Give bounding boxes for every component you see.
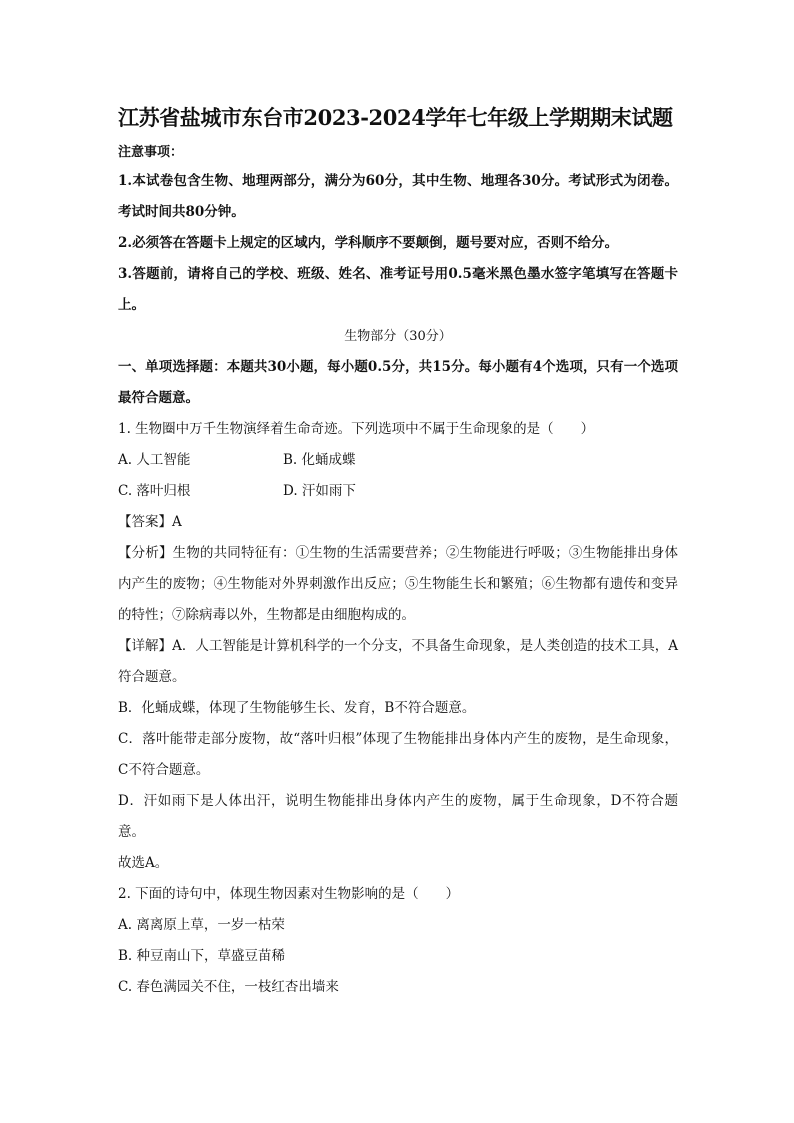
question-1-option-a: A. 人工智能: [118, 452, 191, 468]
question-2-stem: 2. 下面的诗句中，体现生物因素对生物影响的是（ ）: [118, 886, 460, 902]
section-title: 生物部分（30分）: [344, 329, 452, 344]
question-2-option-a: A. 离离原上草，一岁一枯荣: [118, 917, 285, 933]
question-1-option-d: D. 汗如雨下: [283, 483, 356, 499]
notice-item-2: 2.必须答在答题卡上规定的区域内，学科顺序不要颠倒，题号要对应，否则不给分。: [118, 235, 619, 251]
analysis-text: 生物的共同特征有：①生物的生活需要营养；②生物能进行呼吸；③生物能排出身体内产生的废物；④生物能对外界刺激作出反应；⑤生物能生长和繁殖；⑥生物都有遗传和变异的特性；⑦除病毒以外，生物都是由细胞构成的。: [118, 545, 679, 623]
question-1-analysis: [118, 538, 678, 631]
document-body: [118, 103, 678, 1003]
question-1-answer: 【答案】A: [118, 514, 182, 530]
question-1-conclusion: 故选A。: [118, 855, 169, 871]
question-1-options-row-1: [118, 445, 678, 476]
notice-item-3: 3.答题前，请将自己的学校、班级、姓名、准考证号用0.5毫米黑色墨水签字笔填写在答题卡上。: [118, 266, 678, 313]
notice-heading: 注意事项：: [118, 145, 184, 160]
question-1-detail-a: [118, 631, 678, 693]
detail-label: 【详解】: [118, 638, 173, 654]
question-1-detail-d: D．汗如雨下是人体出汗，说明生物能排出身体内产生的废物，属于生命现象，D不符合题意。: [118, 793, 678, 840]
question-1-option-c: C. 落叶归根: [118, 483, 191, 499]
part-instruction: 一、单项选择题：本题共30小题，每小题0.5分，共15分。每小题有4个选项，只有一个选项最符合题意。: [118, 359, 678, 406]
question-2-option-b: B. 种豆南山下，草盛豆苗稀: [118, 948, 286, 964]
notice-item-1: 1.本试卷包含生物、地理两部分，满分为60分，其中生物、地理各30分。考试形式为闭卷。考试时间共80分钟。: [118, 173, 678, 220]
question-1-detail-c: C．落叶能带走部分废物，故“落叶归根”体现了生物能排出身体内产生的废物，是生命现象，C不符合题意。: [118, 731, 678, 778]
question-2-option-c: C. 春色满园关不住，一枝红杏出墙来: [118, 979, 339, 995]
question-1-stem: 1. 生物圈中万千生物演绎着生命奇迹。下列选项中不属于生命现象的是（ ）: [118, 421, 595, 437]
document-title: 江苏省盐城市东台市2023-2024学年七年级上学期期末试题: [118, 105, 673, 130]
question-1-options-row-2: [118, 476, 678, 507]
detail-a-text: A．人工智能是计算机科学的一个分支，不具备生命现象，是人类创造的技术工具，A符合题意。: [118, 638, 679, 685]
analysis-label: 【分析】: [118, 545, 173, 561]
question-1-option-b: B. 化蛹成蝶: [283, 452, 356, 468]
question-1-detail-b: B．化蛹成蝶，体现了生物能够生长、发育，B不符合题意。: [118, 700, 476, 716]
